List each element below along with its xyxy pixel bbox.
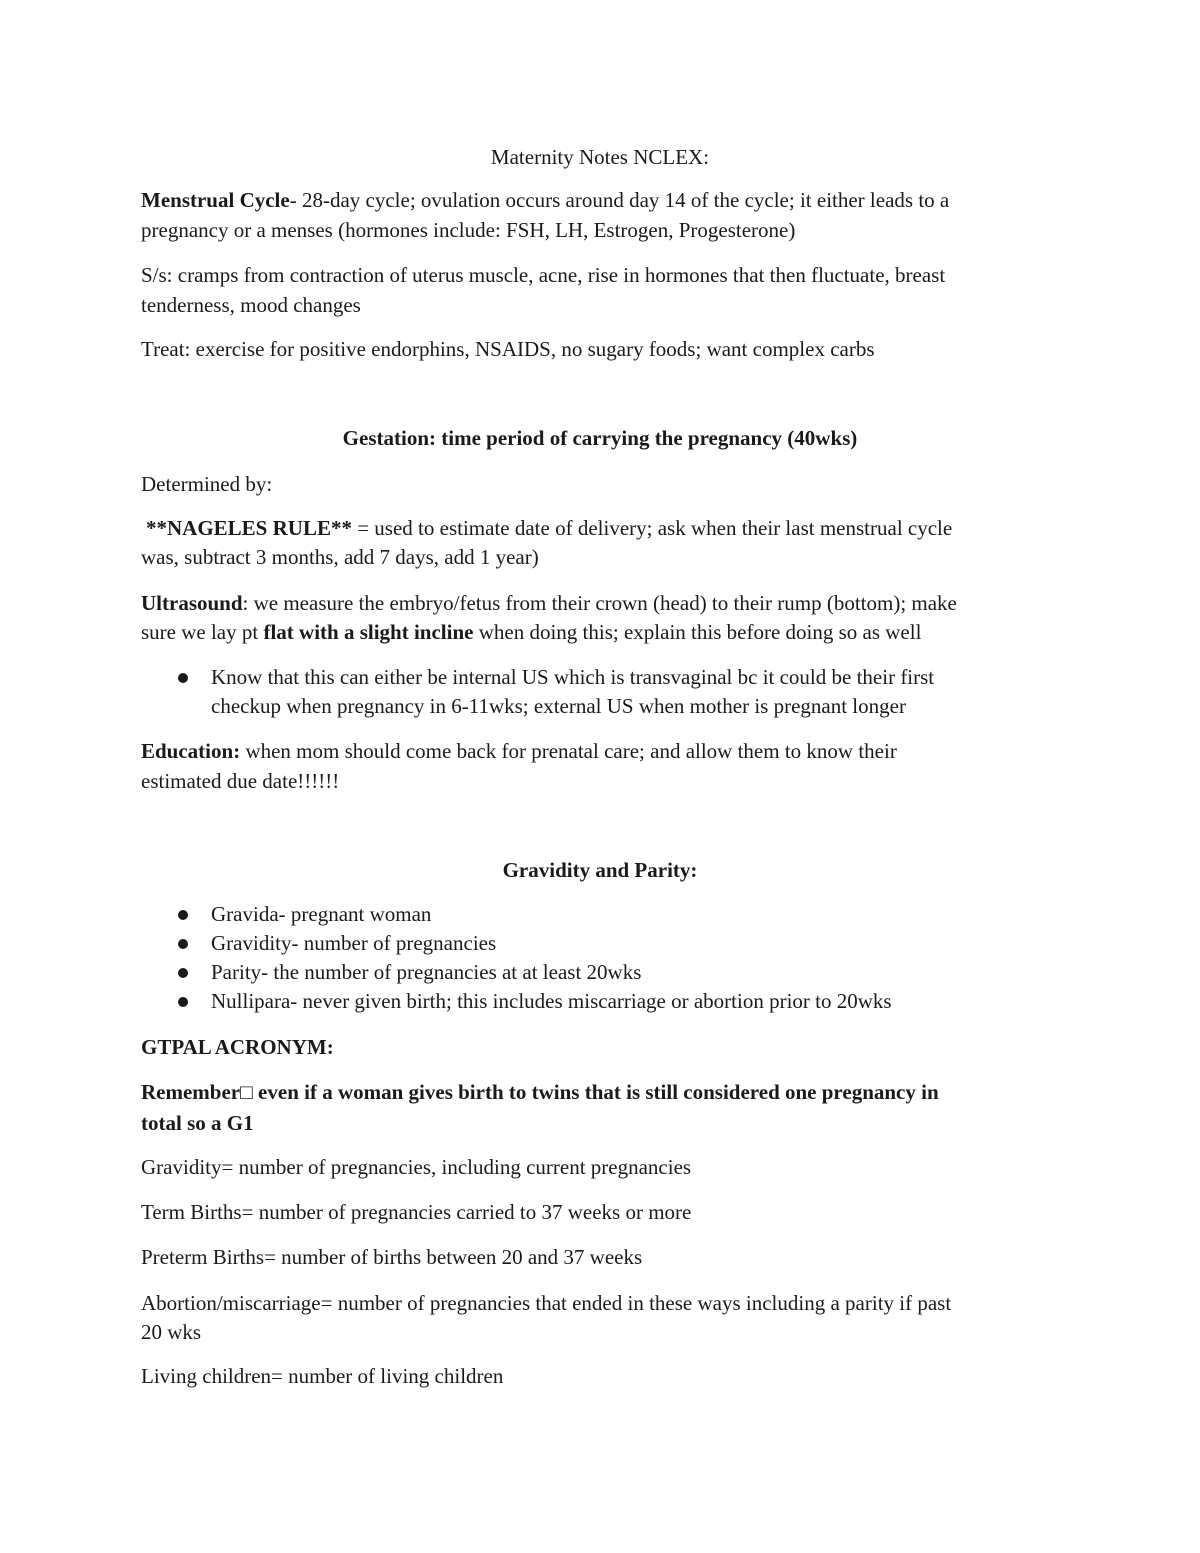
bullet-icon xyxy=(178,673,188,683)
page-title: Maternity Notes NCLEX: xyxy=(490,145,710,169)
determined-by-label: Determined by: xyxy=(141,472,273,496)
menstrual-cycle-label: Menstrual Cycle xyxy=(141,188,290,212)
bullet-icon xyxy=(178,939,188,949)
remember-line-2: total so a G1 xyxy=(141,1111,254,1135)
bullet-icon xyxy=(178,910,188,920)
symptoms-line-1: S/s: cramps from contraction of uterus muscle, acne, rise in hormones that then fluctuate, breast xyxy=(141,263,946,287)
menstrual-cycle-line-1: Menstrual Cycle- 28-day cycle; ovulation occurs around day 14 of the cycle; it either leads to a xyxy=(141,188,950,212)
ultrasound-label: Ultrasound xyxy=(141,591,243,615)
remember-line-1: Remember□ even if a woman gives birth to twins that is still considered one pregnancy in xyxy=(141,1080,939,1104)
bullet-icon xyxy=(178,968,188,978)
education-line-2: estimated due date!!!!!! xyxy=(141,769,340,793)
gtpal-living-children: Living children= number of living children xyxy=(141,1364,504,1388)
treatment-line: Treat: exercise for positive endorphins, NSAIDS, no sugary foods; want complex carbs xyxy=(141,337,875,361)
nageles-rule-line-1: **NAGELES RULE** = used to estimate date of delivery; ask when their last menstrual cycle xyxy=(146,516,953,540)
gtpal-abortion-line-2: 20 wks xyxy=(141,1320,202,1344)
gtpal-abortion-line-1: Abortion/miscarriage= number of pregnancies that ended in these ways including a parity if past xyxy=(141,1291,952,1315)
gtpal-heading: GTPAL ACRONYM: xyxy=(141,1035,334,1059)
list-item: Gravidity- number of pregnancies xyxy=(211,931,497,955)
symptoms-line-2: tenderness, mood changes xyxy=(141,293,361,317)
ultrasound-bullet-line-2: checkup when pregnancy in 6-11wks; external US when mother is pregnant longer xyxy=(211,694,906,718)
ultrasound-line-1: Ultrasound: we measure the embryo/fetus from their crown (head) to their rump (bottom); make xyxy=(141,591,957,615)
gtpal-term-births: Term Births= number of pregnancies carried to 37 weeks or more xyxy=(141,1200,692,1224)
nageles-rule-line-2: was, subtract 3 months, add 7 days, add 1 year) xyxy=(141,545,539,569)
bullet-icon xyxy=(178,997,188,1007)
menstrual-cycle-line-2: pregnancy or a menses (hormones include: FSH, LH, Estrogen, Progesterone) xyxy=(141,218,796,242)
ultrasound-line-2: sure we lay pt flat with a slight incline when doing this; explain this before doing so as well xyxy=(141,620,922,644)
gtpal-gravidity: Gravidity= number of pregnancies, including current pregnancies xyxy=(141,1155,692,1179)
list-item: Nullipara- never given birth; this includes miscarriage or abortion prior to 20wks xyxy=(211,989,892,1013)
gestation-heading: Gestation: time period of carrying the pregnancy (40wks) xyxy=(342,426,858,450)
gtpal-preterm-births: Preterm Births= number of births between 20 and 37 weeks xyxy=(141,1245,643,1269)
education-line-1: Education: when mom should come back for prenatal care; and allow them to know their xyxy=(141,739,897,763)
list-item: Parity- the number of pregnancies at at least 20wks xyxy=(211,960,642,984)
ultrasound-bullet-line-1: Know that this can either be internal US which is transvaginal bc it could be their first xyxy=(211,665,935,689)
gravidity-heading: Gravidity and Parity: xyxy=(502,858,698,882)
list-item: Gravida- pregnant woman xyxy=(211,902,432,926)
nageles-rule-label: **NAGELES RULE** xyxy=(146,516,352,540)
education-label: Education: xyxy=(141,739,241,763)
